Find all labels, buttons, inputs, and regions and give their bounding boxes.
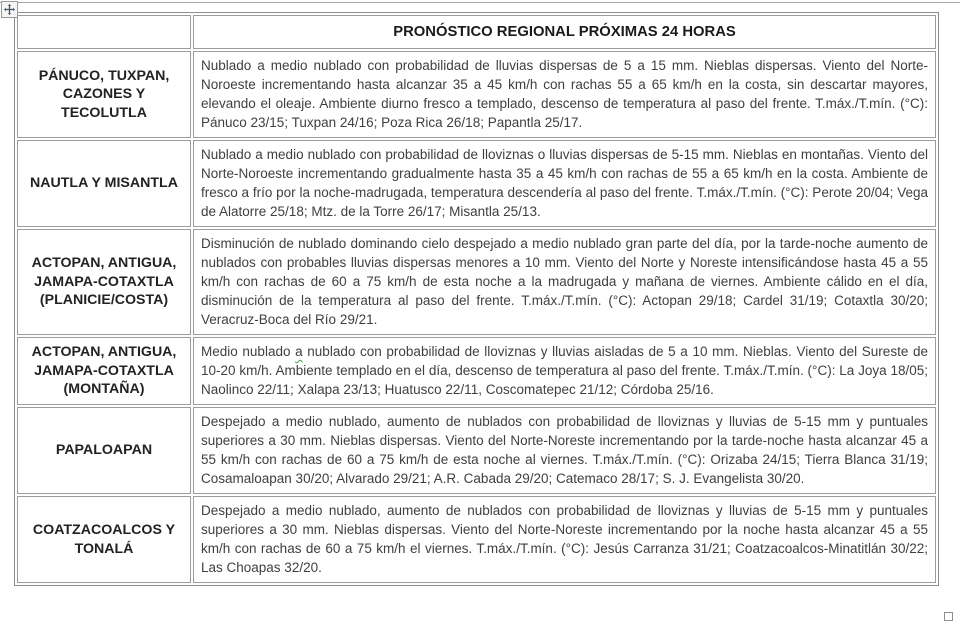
region-cell[interactable] (17, 496, 191, 583)
table-row (17, 337, 936, 405)
forecast-cell[interactable] (193, 51, 936, 138)
region-label: COATZACOALCOS Y TONALÁ (32, 522, 176, 557)
table-header-row (17, 15, 936, 49)
region-cell[interactable] (17, 407, 191, 494)
table-row (17, 51, 936, 138)
forecast-text: Disminución de nublado dominando cielo despejado a medio nublado gran parte del día, por la tarde-noche aumento de nublados con probables lluvias dispersas menores a 10 mm. Viento del Norte y Noreste intensificándose hasta 45 a 55 km/h con rachas de 60 a 75 km/h de esta noche a la madrugada y mañana de viernes. Ambiente cálido en el día, disminución de la temperatura al paso del frente. T.máx./T.mín. (°C): Actopan 29/18; Cardel 31/19; Cotaxtla 30/20; Veracruz-Boca del Río 29/21. (201, 236, 928, 327)
region-label: PAPALOAPAN (55, 442, 153, 459)
region-cell[interactable] (17, 337, 191, 405)
forecast-text: Nublado a medio nublado con probabilidad de lluvias dispersas de 5 a 15 mm. Nieblas dispersas. Viento del Norte-Noroeste incrementando hasta alcanzar 35 a 45 km/h con rachas 55 a 65 km/h en la costa, sin descartar mayores, elevando el oleaje. Ambiente diurno fresco a templado, descenso de temperatura al paso del frente. T.máx./T.mín. (°C): Pánuco 23/15; Tuxpan 24/16; Poza Rica 26/18; Papantla 25/17. (201, 58, 928, 130)
region-label: ACTOPAN, ANTIGUA, JAMAPA-COTAXTLA (PLANICIE/COSTA) (31, 255, 177, 309)
forecast-text: Despejado a medio nublado, aumento de nublados con probabilidad de lloviznas y lluvias de 5-15 mm y puntuales superiores a 30 mm. Nieblas dispersas. Viento del Norte-Noreste incrementando por la tarde-noche hasta alcanzar 45 a 55 km/h con rachas de 60 a 75 km/h de esta noche al viernes. T.máx./T.mín. (°C): Orizaba 24/15; Tierra Blanca 31/19; Cosamaloapan 30/20; Alvarado 29/21; A.R. Cabada 29/20; Catemaco 28/17; S. J. Evangelista 30/20. (201, 414, 928, 486)
forecast-text: Despejado a medio nublado, aumento de nublados con probabilidad de lloviznas y lluvias de 5-15 mm y puntuales superiores a 30 mm. Nieblas dispersas. Viento del Norte-Noreste incrementando por la noche hasta alcanzar 45 a 55 km/h con rachas de 60 a 75 km/h el viernes. T.máx./T.mín. (°C): Jesús Carranza 31/21; Coatzacoalcos-Minatitlán 30/22; Las Choapas 32/20. (201, 503, 928, 575)
header-empty-cell[interactable] (17, 15, 191, 49)
table-resize-handle[interactable] (944, 612, 953, 621)
region-cell[interactable] (17, 229, 191, 335)
table-move-handle[interactable] (1, 1, 18, 18)
forecast-table (14, 12, 939, 586)
region-cell[interactable] (17, 140, 191, 227)
text-boundary-line (0, 2, 960, 3)
forecast-cell[interactable] (193, 140, 936, 227)
forecast-cell[interactable] (193, 229, 936, 335)
forecast-cell[interactable] (193, 496, 936, 583)
forecast-text-after: nublado con probabilidad de lloviznas y lluvias aisladas de 5 a 10 mm. Nieblas. Viento del Sureste de 10-20 km/h. Ambiente templado en el día, descenso de temperatura al paso del frente. T.máx./T.mín. (°C): La Joya 18/05; Naolinco 22/11; Xalapa 23/13; Huatusco 22/11, Coscomatepec 21/12; Córdoba 25/16. (201, 344, 928, 397)
table-row (17, 140, 936, 227)
forecast-text-before: Medio nublado (201, 344, 296, 359)
forecast-cell[interactable] (193, 407, 936, 494)
forecast-text: Nublado a medio nublado con probabilidad de lloviznas o lluvias dispersas de 5-15 mm. Nieblas en montañas. Viento del Norte-Noroeste incrementando gradualmente hasta 35 a 45 km/h con rachas de 55 a 65 km/h en la costa. Ambiente de fresco a frío por la noche-madrugada, temperatura descendería al paso del frente. T.máx./T.mín. (°C): Perote 20/04; Vega de Alatorre 25/18; Mtz. de la Torre 26/17; Misantla 25/13. (201, 147, 928, 219)
move-icon (4, 4, 15, 15)
table-row (17, 229, 936, 335)
forecast-cell[interactable] (193, 337, 936, 405)
region-label: PÁNUCO, TUXPAN, CAZONES Y TECOLUTLA (38, 67, 170, 121)
region-label: NAUTLA Y MISANTLA (30, 175, 178, 192)
table-title: PRONÓSTICO REGIONAL PRÓXIMAS 24 HORAS (393, 24, 736, 40)
table-row (17, 496, 936, 583)
region-label: ACTOPAN, ANTIGUA, JAMAPA-COTAXTLA (MONTAÑA) (31, 344, 177, 398)
region-cell[interactable] (17, 51, 191, 138)
table-title-cell[interactable] (193, 15, 936, 49)
grammar-squiggle-word: a (295, 344, 303, 359)
table-row (17, 407, 936, 494)
